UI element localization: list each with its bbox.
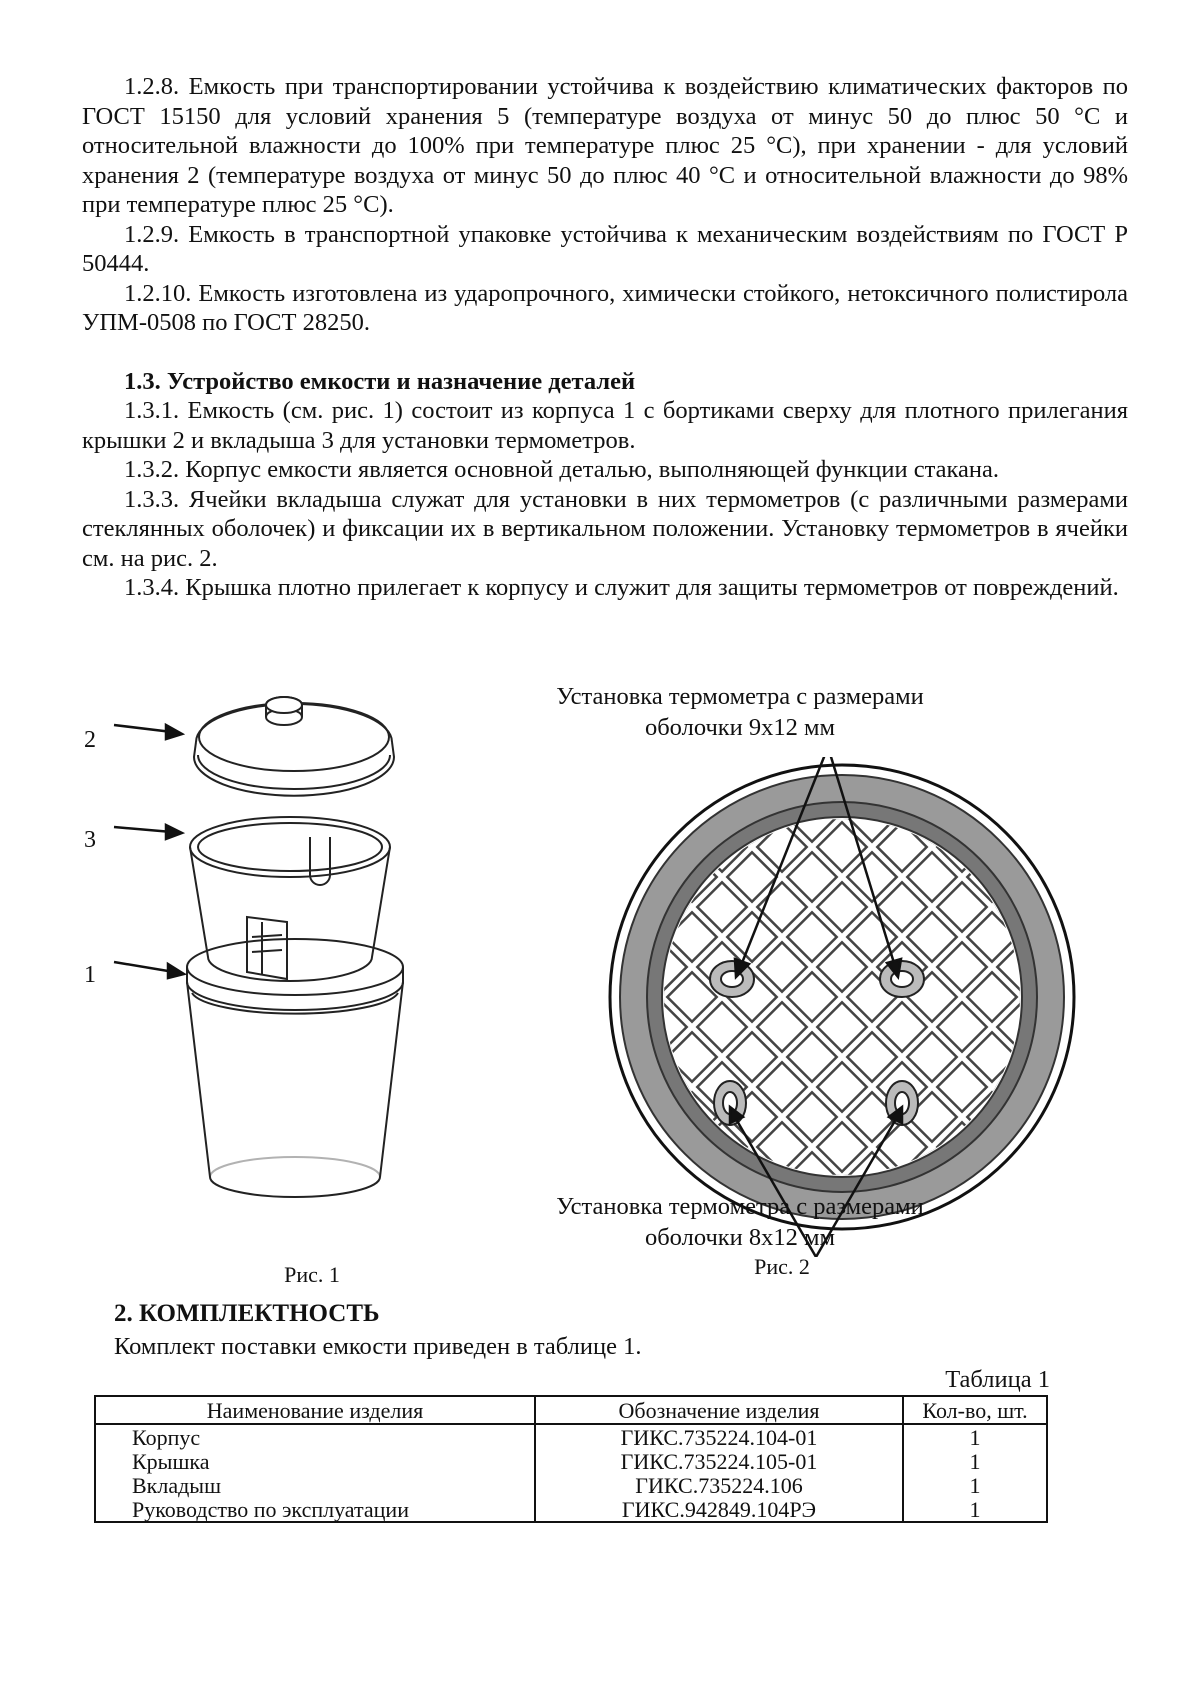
table-cell-qty: 1 bbox=[903, 1424, 1047, 1449]
section-title-2: 2. КОМПЛЕКТНОСТЬ bbox=[114, 1300, 380, 1327]
table-cell-code: ГИКС.942849.104РЭ bbox=[535, 1497, 903, 1522]
table-cell-name: Вкладыш bbox=[95, 1473, 535, 1497]
table-row bbox=[95, 1424, 1047, 1449]
document-page bbox=[82, 72, 1128, 1287]
table-cell-name: Руководство по эксплуатации bbox=[95, 1497, 535, 1522]
table-header-row bbox=[95, 1396, 1047, 1424]
figure-2-callout-bottom: Установка термометра с размерами оболочки 8х12 мм bbox=[556, 1193, 924, 1251]
table-cell-qty: 1 bbox=[903, 1473, 1047, 1497]
table-header-name: Наименование изделия bbox=[95, 1396, 535, 1424]
paragraph-1-2-10: 1.2.10. Емкость изготовлена из ударопрочного, химически стойкого, нетоксичного полистирола УПМ-0508 по ГОСТ 28250. bbox=[82, 279, 1128, 336]
figure-2-drawing bbox=[602, 757, 1082, 1257]
paragraph-1-2-8: 1.2.8. Емкость при транспортировании устойчива к воздействию климатических факторов по ГОСТ 15150 для условий хранения 5 (температуре воздуха от минус 50 до плюс 50 °С и относительной влажности до 100% при температуре плюс 25 °С), при хранении - для условий хранения 2 (температуре воздуха от минус 50 до плюс 40 °С и относительной влажности до 98% при температуре плюс 25 °С). bbox=[82, 73, 1128, 218]
figure-2-caption: Рис. 2 bbox=[754, 1254, 810, 1279]
paragraph-1-3-1: 1.3.1. Емкость (см. рис. 1) состоит из корпуса 1 с бортиками сверху для плотного прилегания крышки 2 и вкладыша 3 для установки термометров. bbox=[82, 397, 1128, 454]
table-cell-name: Корпус bbox=[95, 1424, 535, 1449]
table-cell-code: ГИКС.735224.105-01 bbox=[535, 1449, 903, 1473]
section-2-intro: Комплект поставки емкости приведен в таблице 1. bbox=[114, 1333, 642, 1360]
table-row bbox=[95, 1473, 1047, 1497]
paragraph-1-3-4: 1.3.4. Крышка плотно прилегает к корпусу и служит для защиты термометров от повреждений. bbox=[124, 574, 1119, 601]
table-cell-qty: 1 bbox=[903, 1497, 1047, 1522]
section-title-1-3: 1.3. Устройство емкости и назначение деталей bbox=[124, 367, 636, 395]
figures-area bbox=[82, 657, 1128, 1377]
figure-1-label-2: 2 bbox=[84, 727, 96, 753]
paragraph-1-3-2: 1.3.2. Корпус емкости является основной деталью, выполняющей функции стакана. bbox=[124, 456, 999, 483]
table-header-qty: Кол-во, шт. bbox=[903, 1396, 1047, 1424]
paragraph-1-3-3: 1.3.3. Ячейки вкладыша служат для установки в них термометров (с различными размерами стеклянных оболочек) и фиксации их в вертикальном положении. Установку термометров в ячейки см. на рис. 2. bbox=[82, 485, 1128, 572]
table-cell-code: ГИКС.735224.104-01 bbox=[535, 1424, 903, 1449]
table-cell-name: Крышка bbox=[95, 1449, 535, 1473]
table-row bbox=[95, 1449, 1047, 1473]
table-caption: Таблица 1 bbox=[945, 1366, 1050, 1393]
paragraph-1-2-9: 1.2.9. Емкость в транспортной упаковке устойчива к механическим воздействиям по ГОСТ Р 50444. bbox=[82, 220, 1128, 277]
figure-1-drawing bbox=[82, 657, 522, 1217]
table-header-code: Обозначение изделия bbox=[535, 1396, 903, 1424]
figure-1-label-1: 1 bbox=[84, 962, 96, 988]
table-row bbox=[95, 1497, 1047, 1522]
table-cell-qty: 1 bbox=[903, 1449, 1047, 1473]
table-cell-code: ГИКС.735224.106 bbox=[535, 1473, 903, 1497]
figure-2-callout-top: Установка термометра с размерами оболочки 9х12 мм bbox=[556, 683, 924, 741]
figure-1-label-3: 3 bbox=[84, 827, 96, 853]
figure-1-caption: Рис. 1 bbox=[284, 1262, 340, 1287]
equipment-table bbox=[94, 1395, 1048, 1523]
